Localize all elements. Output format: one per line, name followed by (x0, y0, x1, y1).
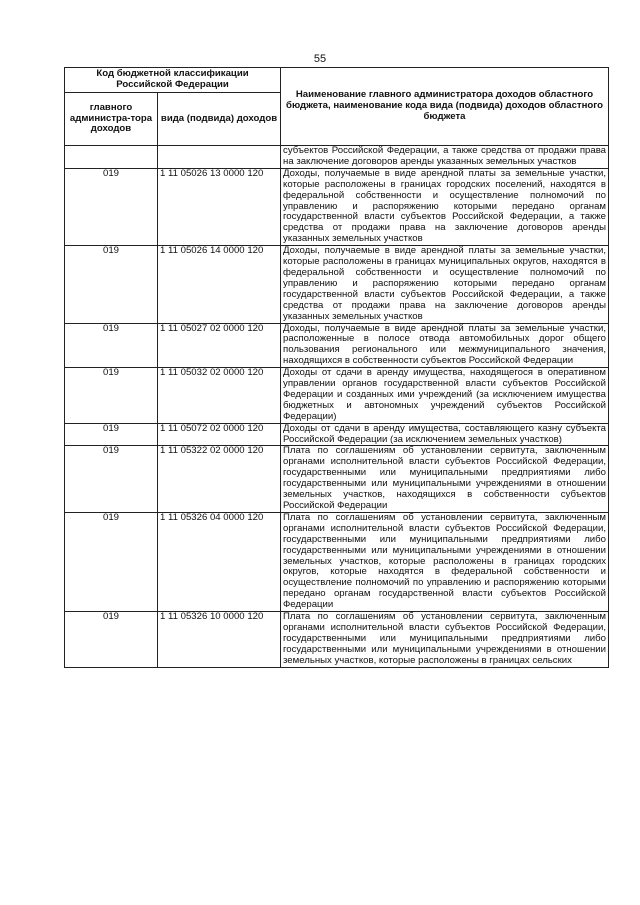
income-name-cell: Доходы от сдачи в аренду имущества, составляющего казну субъекта Российской Федерации (за исключением земельных участков) (281, 423, 609, 446)
income-code-cell: 1 11 05026 14 0000 120 (158, 246, 281, 323)
table-row (65, 168, 609, 245)
income-name-cell: субъектов Российской Федерации, а также средства от продажи права на заключение договоров аренды указанных земельных участков (281, 146, 609, 169)
admin-code-cell: 019 (65, 323, 158, 368)
table-row (65, 368, 609, 424)
header-name-cell: Наименование главного администратора доходов областного бюджета, наименование кода вида (подвида) доходов областного бюджета (281, 68, 609, 146)
admin-code-cell: 019 (65, 246, 158, 323)
page-number: 55 (313, 53, 327, 65)
header-admin-cell: главного администра-тора доходов (65, 93, 158, 146)
header-group-cell: Код бюджетной классификации Российской Федерации (65, 68, 281, 93)
income-name-cell: Плата по соглашениям об установлении сервитута, заключенным органами исполнительной власти субъектов Российской Федерации, государственными или муниципальными предприятиями либо государственными или муниципальными учреждениями в отношении земельных участков, которые расположены в границах сельских (281, 612, 609, 668)
income-code-cell: 1 11 05326 10 0000 120 (158, 612, 281, 668)
income-code-cell: 1 11 05032 02 0000 120 (158, 368, 281, 424)
admin-code-cell: 019 (65, 168, 158, 245)
income-code-cell (158, 146, 281, 169)
table-row (65, 612, 609, 668)
header-code-cell: вида (подвида) доходов (158, 93, 281, 146)
admin-code-cell: 019 (65, 612, 158, 668)
income-code-cell: 1 11 05326 04 0000 120 (158, 512, 281, 611)
admin-code-cell: 019 (65, 423, 158, 446)
income-name-cell: Доходы, получаемые в виде арендной платы за земельные участки, расположенные в полосе отвода автомобильных дорог общего пользования регионального или межмуниципального значения, находящихся в собственности субъектов Российской Федерации (281, 323, 609, 368)
header-row-top (65, 68, 609, 93)
table-row (65, 246, 609, 323)
income-code-cell: 1 11 05026 13 0000 120 (158, 168, 281, 245)
income-name-cell: Доходы, получаемые в виде арендной платы за земельные участки, которые расположены в границах городских поселений, находятся в федеральной собственности и осуществление полномочий по управлению и распоряжению которыми передано органам государственной власти субъектов Российской Федерации, а также средства от продажи права на заключение договоров аренды указанных земельных участков (281, 168, 609, 245)
table-row (65, 146, 609, 169)
table-row (65, 446, 609, 512)
admin-code-cell (65, 146, 158, 169)
table-row (65, 323, 609, 368)
income-code-cell: 1 11 05322 02 0000 120 (158, 446, 281, 512)
income-code-cell: 1 11 05027 02 0000 120 (158, 323, 281, 368)
admin-code-cell: 019 (65, 446, 158, 512)
table-row (65, 512, 609, 611)
table-row (65, 423, 609, 446)
income-code-cell: 1 11 05072 02 0000 120 (158, 423, 281, 446)
admin-code-cell: 019 (65, 368, 158, 424)
admin-code-cell: 019 (65, 512, 158, 611)
income-name-cell: Доходы от сдачи в аренду имущества, находящегося в оперативном управлении органов государственной власти субъектов Российской Федерации и созданных ими учреждений (за исключением имущества бюджетных и автономных учреждений субъектов Российской Федерации) (281, 368, 609, 424)
income-name-cell: Плата по соглашениям об установлении сервитута, заключенным органами исполнительной власти субъектов Российской Федерации, государственными или муниципальными предприятиями либо государственными или муниципальными учреждениями в отношении земельных участков, которые расположены в границах городских округов, которые находятся в федеральной собственности и осуществление полномочий по управлению и распоряжению которыми передано органам государственной власти субъектов Российской Федерации (281, 512, 609, 611)
income-name-cell: Плата по соглашениям об установлении сервитута, заключенным органами исполнительной власти субъектов Российской Федерации, государственными или муниципальными предприятиями либо государственными или муниципальными учреждениями в отношении земельных участков, находящихся в собственности субъектов Российской Федерации (281, 446, 609, 512)
budget-classification-table (64, 67, 609, 668)
income-name-cell: Доходы, получаемые в виде арендной платы за земельные участки, которые расположены в границах муниципальных округов, находятся в федеральной собственности и осуществление полномочий по управлению и распоряжению которыми передано органам государственной власти субъектов Российской Федерации, а также средства от продажи права на заключение договоров аренды указанных земельных участков (281, 246, 609, 323)
